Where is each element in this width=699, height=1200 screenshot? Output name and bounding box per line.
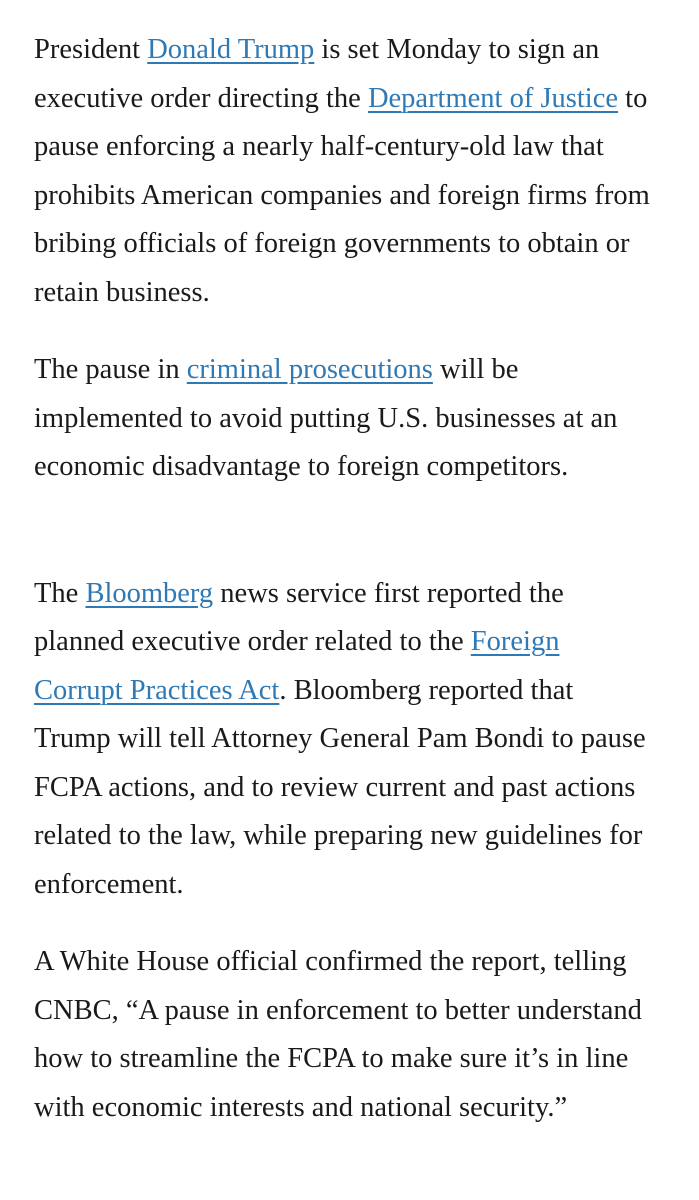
link-foreign-corrupt-practices-act[interactable]: Foreign Corrupt Practices Act bbox=[34, 626, 560, 706]
paragraph-1 bbox=[34, 26, 654, 317]
paragraph-text: The bbox=[34, 577, 86, 609]
link-department-of-justice[interactable]: Department of Justice bbox=[367, 82, 619, 114]
paragraph-text: The pause in bbox=[34, 354, 187, 385]
paragraph-text: to pause enforcing a nearly half-century-old law that prohibits American companies and foreign firms from bribing officials of foreign governments to obtain or retain business. bbox=[34, 82, 650, 308]
paragraph-text: President bbox=[34, 34, 148, 65]
link-criminal-prosecutions[interactable]: criminal prosecutions bbox=[186, 354, 433, 385]
link-bloomberg[interactable]: Bloomberg bbox=[85, 577, 214, 609]
paragraph-text: news service first reported the planned executive order related to the bbox=[34, 577, 564, 657]
paragraph-text: will be implemented to avoid putting U.S. businesses at an economic disadvantage to foreign competitors. bbox=[34, 354, 618, 482]
article-body bbox=[34, 26, 654, 1132]
paragraph-text: is set Monday to sign an executive order directing the bbox=[34, 34, 600, 114]
paragraph-2 bbox=[34, 346, 654, 492]
paragraph-text: . Bloomberg reported that Trump will tell Attorney General Pam Bondi to pause FCPA actions, and to review current and past actions related to the law, while preparing new guidelines for enforcement. bbox=[34, 674, 646, 900]
link-donald-trump[interactable]: Donald Trump bbox=[147, 34, 315, 65]
paragraph-4 bbox=[34, 938, 654, 1132]
paragraph-3 bbox=[34, 570, 654, 910]
paragraph-text: A White House official confirmed the report, telling CNBC, “A pause in enforcement to better understand how to streamline the FCPA to make sure it’s in line with economic interests and national security.” bbox=[34, 946, 642, 1123]
